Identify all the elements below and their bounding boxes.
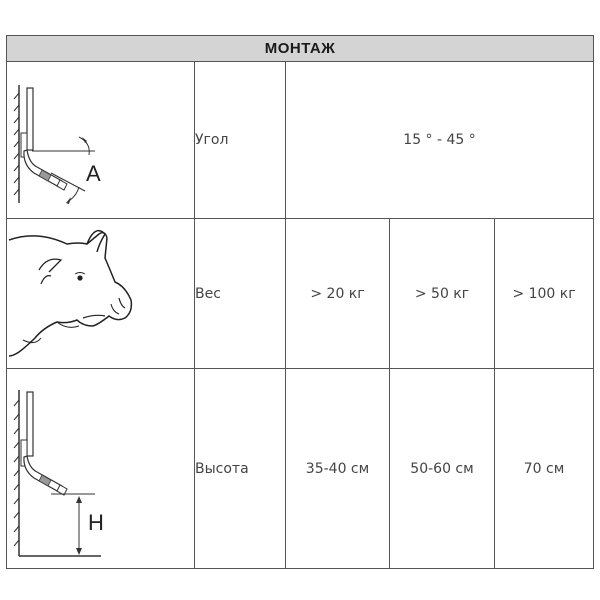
table-row-weight xyxy=(7,219,594,369)
pig-head-icon xyxy=(7,220,193,368)
angle-label: Угол xyxy=(195,62,286,219)
table-title: МОНТАЖ xyxy=(7,36,594,62)
height-value-1: 35-40 см xyxy=(286,369,390,569)
height-label: Высота xyxy=(195,369,286,569)
table-header-row xyxy=(7,36,594,62)
mounting-table xyxy=(6,35,594,569)
angle-letter: A xyxy=(86,160,101,186)
drinker-height-diagram-icon xyxy=(7,370,193,568)
table-row-angle xyxy=(7,62,594,219)
height-diagram-cell xyxy=(7,369,195,569)
pig-drawing-cell xyxy=(7,219,195,369)
weight-value-2: > 50 кг xyxy=(390,219,495,369)
height-letter: H xyxy=(88,509,104,535)
angle-value: 15 ° - 45 ° xyxy=(286,62,594,219)
drinker-angle-diagram-icon xyxy=(7,63,193,218)
weight-value-3: > 100 кг xyxy=(495,219,594,369)
height-value-2: 50-60 см xyxy=(390,369,495,569)
angle-diagram-cell xyxy=(7,62,195,219)
height-value-3: 70 см xyxy=(495,369,594,569)
weight-value-1: > 20 кг xyxy=(286,219,390,369)
table-row-height xyxy=(7,369,594,569)
weight-label: Вес xyxy=(195,219,286,369)
